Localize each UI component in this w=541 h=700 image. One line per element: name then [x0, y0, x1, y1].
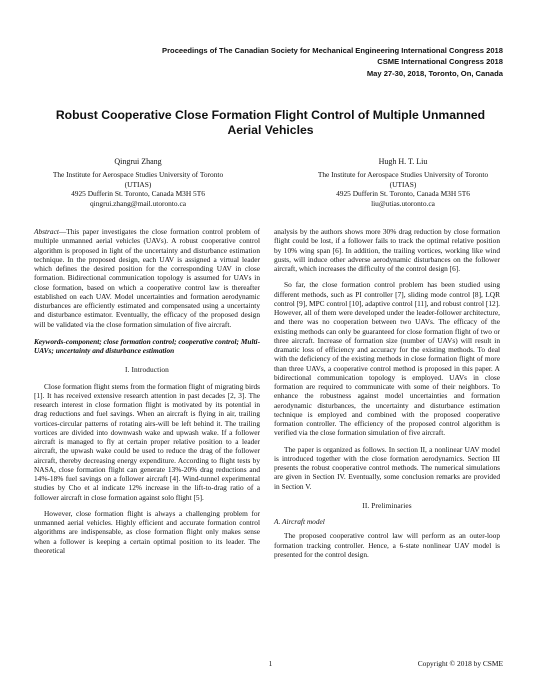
abstract	[34, 227, 260, 329]
paragraph: However, close formation flight is always a challenging problem for unmanned aerial vehicles. Highly efficient and accurate formation control algorithms are indispensable, as close formation flight only makes sense when a follower is keeping a certain optimal position to its leader. The theoretical	[34, 508, 260, 555]
abstract-text: —This paper investigates the close formation control problem of multiple unmanned aerial vehicles (UAVs). A robust cooperative control algorithm is proposed in light of the uncertainty and disturbance estimation technique. In the proposed design, each UAV is assigned a virtual leader which defines the desired position for the corresponding UAV in close formation. Bidirectional communication topology is assumed for UAVs in close formation, based on which a cooperative control law is thereafter established on each UAV. Model uncertainties and formation aerodynamic disturbances are efficiently estimated and compensated using a uncertainty and disturbance estimator. Eventually, the efficacy of the proposed design will be validated via the close formation simulation of five aircraft.	[34, 227, 260, 329]
author-email: liu@utias.utoronto.ca	[371, 199, 435, 209]
paragraph: So far, the close formation control problem has been studied using different methods, such as PI controller [7], sliding mode control [8], LQR control [9], MPC control [10], adaptive control [11], and robust control [12]. However, all of them were developed under the leader-follower architecture, and there was no cooperation between two UAVs. The efficacy of the existing methods can only be guaranteed for close formation flight of two or three aircraft. Increase of formation size (number of UAVs) will result in dramatic loss of efficiency and accuracy for the existing methods. To deal with the deficiency of the existing methods in close formation flight of more than three UAVs, a cooperative control method is proposed in this paper. A bidirectional communication topology is employed. UAVs in close formation are required to communicate with some of their neighbors. To enhance the robustness against model uncertainties and formation aerodynamic disturbances, the uncertainty and disturbance estimation technique is employed and combined with the proposed cooperative formation controller. The efficiency of the proposed control algorithm is verified via the close formation simulation of five aircraft.	[274, 280, 500, 438]
section-heading-preliminaries: II. Preliminaries	[362, 500, 412, 510]
author-affiliation-abbr: (UTIAS)	[124, 179, 152, 189]
left-column	[34, 227, 260, 555]
author-affiliation: The Institute for Aerospace Studies University of Toronto	[52, 169, 224, 179]
conference-header	[162, 45, 503, 79]
author-block-1	[18, 157, 258, 209]
section-heading-introduction: I. Introduction	[125, 365, 169, 375]
subsection-heading-aircraft-model: A. Aircraft model	[274, 517, 325, 526]
paragraph: The proposed cooperative control law will perform as an outer-loop formation tracking controller. Hence, a 6-state nonlinear UAV model is presented for the control design.	[274, 531, 500, 559]
author-block-2	[283, 157, 523, 209]
right-column	[274, 227, 500, 559]
paragraph: Close formation flight stems from the formation flight of migrating birds [1]. It has received extensive research attention in past decades [2, 3]. The research interest in close formation flight is motivated by its potential in drag reductions and fuel savings. When an aircraft is flying in air, trailing vortices-circular patterns of rotating airs-will be left behind it. The trailing vortices are divided into downwash wake and upwash wake. If a follower aircraft is managed to fly at certain proper relative position to a leader aircraft, the upwash wake could be used to reduce the drag of the follower aircraft, thereby decreasing energy expenditure. According to flight tests by NASA, close formation flight can generate 13%-20% drag reductions and 14%-18% fuel savings on a follower aircraft [4]. Wind-tunnel experimental studies by Cho et al indicate 12% increase in the lift-to-drag ratio of a follower aircraft in close formation against solo flight [5].	[34, 381, 260, 502]
header-line-dates: May 27-30, 2018, Toronto, On, Canada	[366, 68, 503, 78]
header-line-proceedings: Proceedings of The Canadian Society for Mechanical Engineering International Congress 2018	[162, 46, 503, 55]
author-affiliation-abbr: (UTIAS)	[389, 179, 417, 189]
abstract-label: Abstract	[34, 227, 59, 236]
author-email: qingrui.zhang@mail.utoronto.ca	[89, 199, 187, 209]
author-name: Hugh H. T. Liu	[378, 157, 428, 166]
author-affiliation: The Institute for Aerospace Studies University of Toronto	[317, 169, 489, 179]
copyright-notice: Copyright © 2018 by CSME	[417, 659, 503, 668]
paragraph: The paper is organized as follows. In section II, a nonlinear UAV model is introduced together with the close formation aerodynamics. Section III presents the robust cooperative control methods. The numerical simulations are given in Section IV. Eventually, some conclusion remarks are provided in Section V.	[274, 444, 500, 491]
header-line-congress: CSME International Congress 2018	[377, 57, 503, 67]
author-address: 4925 Dufferin St. Toronto, Canada M3H 5T6	[336, 189, 470, 199]
keywords: Keywords-component; close formation control; cooperative control; Multi-UAVs; uncertainty and disturbance estimation	[34, 336, 261, 355]
page-number: 1	[268, 659, 273, 668]
author-address: 4925 Dufferin St. Toronto, Canada M3H 5T6	[71, 189, 205, 199]
paragraph: analysis by the authors shows more 30% drag reduction by close formation flight could be lost, if a follower fails to track the optimal relative position by 10% wing span [6]. In addition, the trailing vortices, working like wind gusts, will induce other adverse aerodynamic disturbances on the follower aircraft, which increases the difficulty of the control design [6].	[274, 227, 500, 273]
paper-title: Robust Cooperative Close Formation Flight Control of Multiple Unmanned Aerial Vehicles	[55, 108, 486, 137]
author-name: Qingrui Zhang	[114, 157, 162, 166]
